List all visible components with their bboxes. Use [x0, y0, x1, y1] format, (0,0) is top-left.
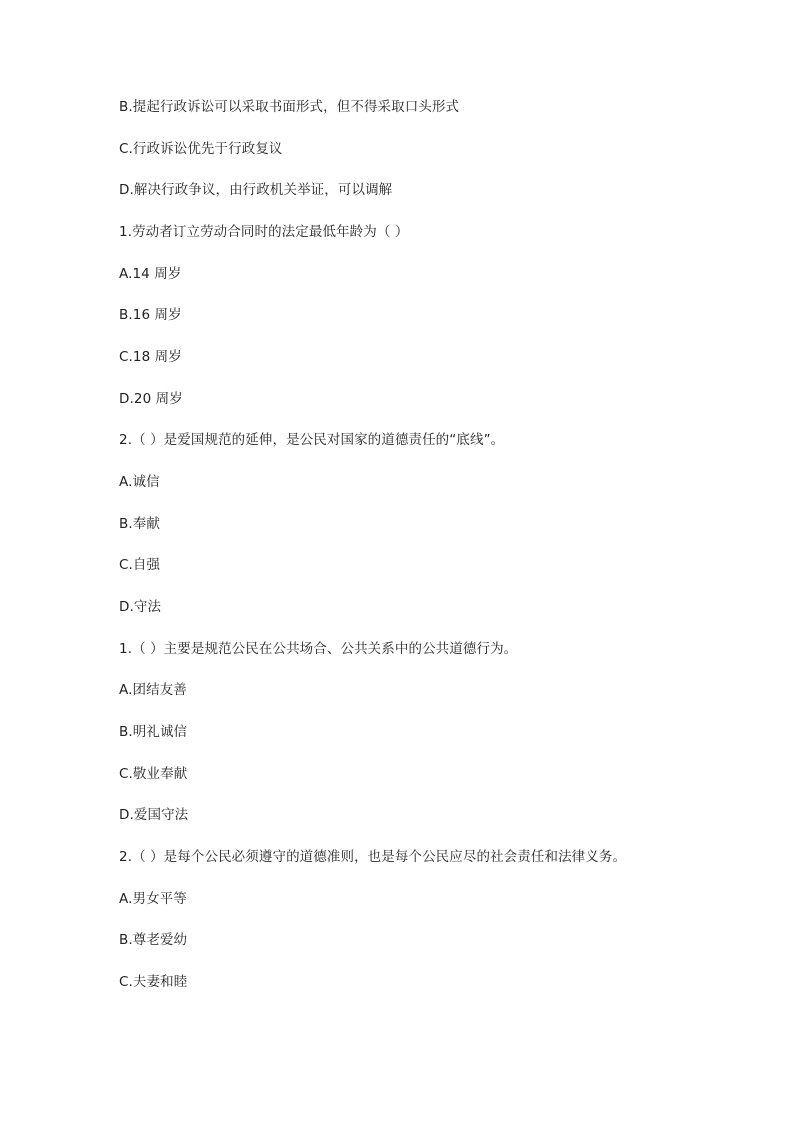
- question-line: 1.劳动者订立劳动合同时的法定最低年龄为（ ）: [119, 224, 409, 240]
- option-line: D.守法: [119, 599, 162, 615]
- option-line: B.明礼诚信: [119, 724, 188, 740]
- option-line: B.16 周岁: [119, 307, 182, 323]
- question-line: 2.（ ）是爱国规范的延伸，是公民对国家的道德责任的“底线”。: [119, 432, 505, 448]
- option-line: C.行政诉讼优先于行政复议: [119, 141, 283, 157]
- question-line: 2.（ ）是每个公民必须遵守的道德准则，也是每个公民应尽的社会责任和法律义务。: [119, 849, 627, 865]
- option-line: A.男女平等: [119, 891, 187, 907]
- option-line: A.团结友善: [119, 682, 187, 698]
- option-line: D.20 周岁: [119, 391, 183, 407]
- option-line: A.14 周岁: [119, 266, 182, 282]
- option-line: D.爱国守法: [119, 807, 189, 823]
- option-line: D.解决行政争议，由行政机关举证，可以调解: [119, 182, 393, 198]
- option-line: A.诚信: [119, 474, 160, 490]
- option-line: B.提起行政诉讼可以采取书面形式，但不得采取口头形式: [119, 99, 460, 115]
- option-line: C.自强: [119, 557, 161, 573]
- option-line: B.尊老爱幼: [119, 932, 188, 948]
- option-line: B.奉献: [119, 516, 160, 532]
- option-line: C.18 周岁: [119, 349, 182, 365]
- question-line: 1.（ ）主要是规范公民在公共场合、公共关系中的公共道德行为。: [119, 641, 518, 657]
- option-line: C.夫妻和睦: [119, 974, 188, 990]
- option-line: C.敬业奉献: [119, 766, 188, 782]
